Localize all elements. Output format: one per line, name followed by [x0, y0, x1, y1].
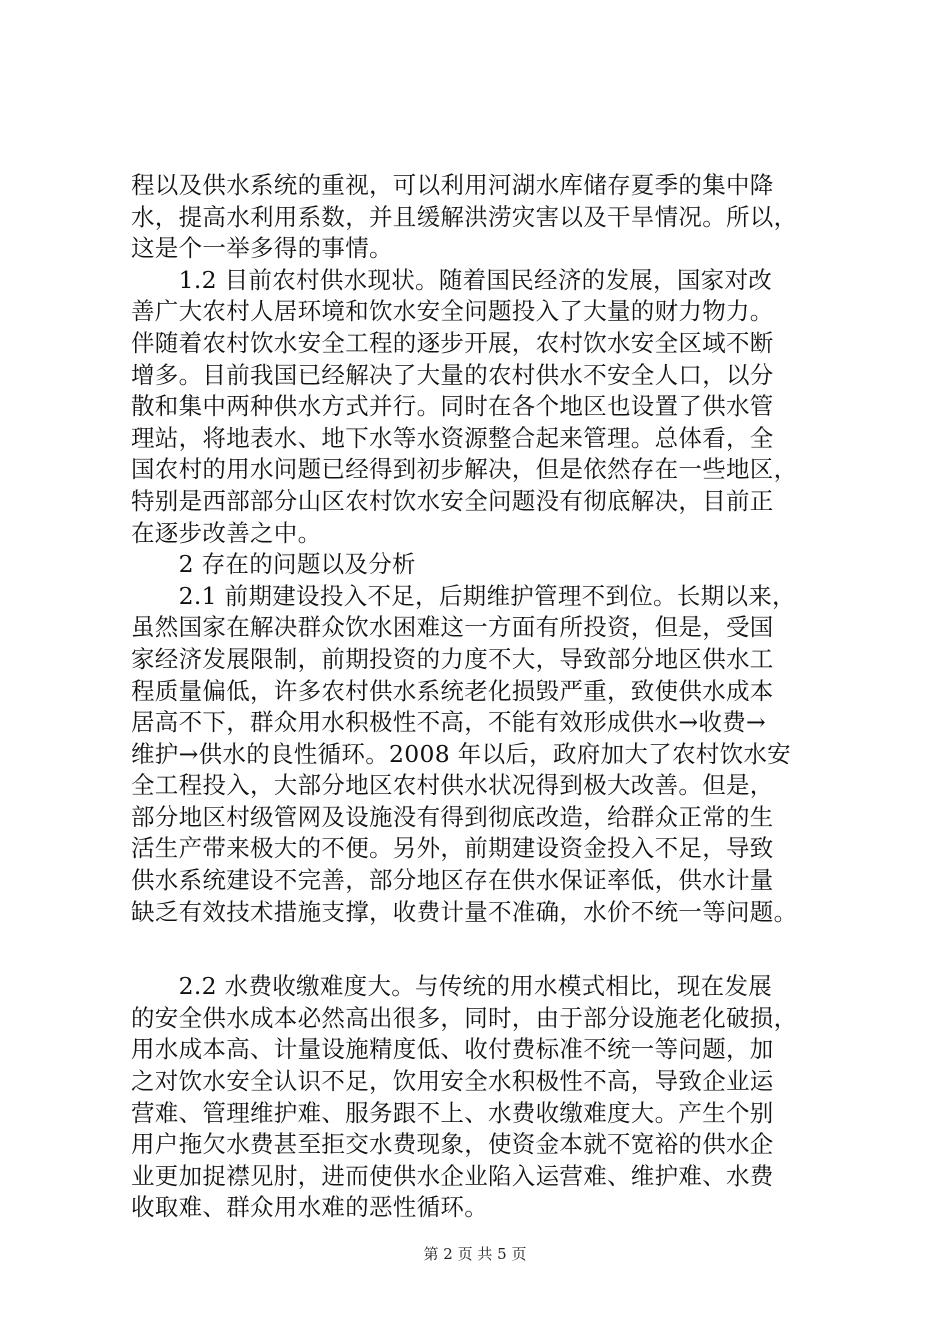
- section-2-heading: 2 存在的问题以及分析: [131, 550, 416, 579]
- body-text: [131, 170, 851, 1224]
- text-line: 在逐步改善之中。: [131, 518, 322, 547]
- text-line: 增多。目前我国已经解决了大量的农村供水不安全人口，以分: [131, 360, 774, 389]
- page-number-footer: 第 2 页 共 5 页: [423, 1245, 527, 1263]
- text-line: 家经济发展限制，前期投资的力度不大，导致部分地区供水工: [131, 644, 774, 673]
- text-line: 散和集中两种供水方式并行。同时在各个地区也设置了供水管: [131, 392, 774, 421]
- text-line: 供水系统建设不完善，部分地区存在供水保证率低，供水计量: [131, 866, 774, 895]
- text-line: 善广大农村人居环境和饮水安全问题投入了大量的财力物力。: [131, 297, 774, 326]
- text-line: 国农村的用水问题已经得到初步解决，但是依然存在一些地区，: [131, 455, 798, 484]
- text-line: 理站，将地表水、地下水等水资源整合起来管理。总体看，全: [131, 423, 774, 452]
- paragraph-gap: [131, 928, 851, 971]
- section-2-1-heading-line: 2.1 前期建设投入不足，后期维护管理不到位。长期以来，: [131, 581, 796, 610]
- text-line: 程以及供水系统的重视，可以利用河湖水库储存夏季的集中降: [131, 171, 774, 199]
- text-line: 部分地区村级管网及设施没有得到彻底改造，给群众正常的生: [131, 802, 774, 831]
- text-line: 之对饮水安全认识不足，饮用安全水积极性不高，导致企业运: [131, 1067, 774, 1096]
- text-line: 活生产带来极大的不便。另外，前期建设资金投入不足，导致: [131, 834, 774, 863]
- section-1-2-heading-line: 1.2 目前农村供水现状。随着国民经济的发展，国家对改: [131, 265, 773, 294]
- text-line: 营难、管理维护难、服务跟不上、水费收缴难度大。产生个别: [131, 1098, 774, 1127]
- text-line: 用户拖欠水费甚至拒交水费现象，使资金本就不宽裕的供水企: [131, 1130, 774, 1159]
- text-line: 程质量偏低，许多农村供水系统老化损毁严重，致使供水成本: [131, 676, 774, 705]
- text-line: 特别是西部部分山区农村饮水安全问题没有彻底解决，目前正: [131, 486, 774, 515]
- text-line: 虽然国家在解决群众饮水困难这一方面有所投资，但是，受国: [131, 613, 774, 642]
- section-2-2-heading-line: 2.2 水费收缴难度大。与传统的用水模式相比，现在发展: [131, 972, 773, 1001]
- text-line: 的安全供水成本必然高出很多，同时，由于部分设施老化破损，: [131, 1003, 798, 1032]
- text-line: 水，提高水利用系数，并且缓解洪涝灾害以及干旱情况。所以，: [131, 202, 798, 231]
- text-line: 用水成本高、计量设施精度低、收付费标准不统一等问题，加: [131, 1035, 774, 1064]
- text-line: 维护→供水的良性循环。2008 年以后，政府加大了农村饮水安: [131, 739, 791, 768]
- text-line: 业更加捉襟见肘，进而使供水企业陷入运营难、维护难、水费: [131, 1161, 774, 1190]
- text-line: 这是个一举多得的事情。: [131, 234, 393, 263]
- text-line: 伴随着农村饮水安全工程的逐步开展，农村饮水安全区域不断: [131, 328, 774, 357]
- text-line: 收取难、群众用水难的恶性循环。: [131, 1193, 488, 1222]
- text-line: 居高不下，群众用水积极性不高，不能有效形成供水→收费→: [131, 708, 766, 737]
- text-line: 全工程投入，大部分地区农村供水状况得到极大改善。但是，: [131, 771, 774, 800]
- text-line: 缺乏有效技术措施支撑，收费计量不准确，水价不统一等问题。: [131, 897, 798, 926]
